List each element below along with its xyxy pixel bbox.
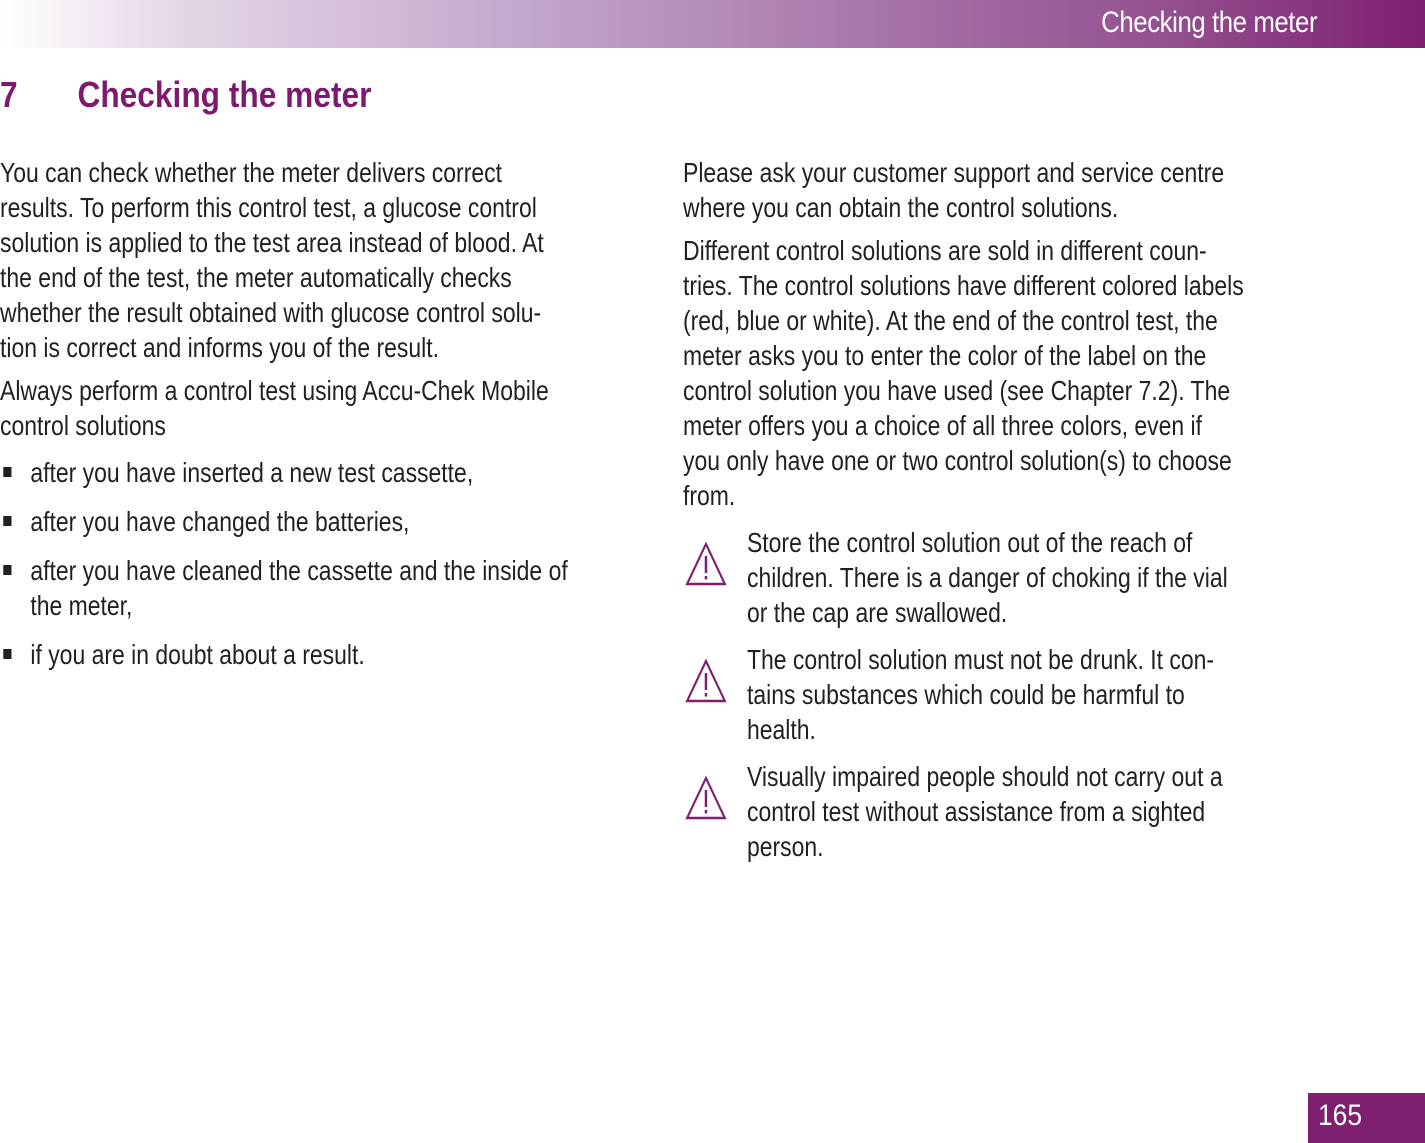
text-line: where you can obtain the control solutions. [683,192,1119,223]
text-line: solution is applied to the test area instead of blood. At [0,227,544,258]
text-line: you only have one or two control solution(s) to choose [683,445,1232,476]
always-paragraph [0,373,549,443]
text-line: children. There is a danger of choking if the vial [746,562,1228,593]
page-number: 165 [1318,1099,1363,1132]
text-line: You can check whether the meter delivers correct [0,157,502,188]
bullet-list [0,455,568,672]
text-line: if you are in doubt about a result. [30,639,365,670]
list-item [0,637,525,672]
text-line: health. [746,714,816,745]
text-line: control test without assistance from a sighted [746,796,1206,827]
text-line: Visually impaired people should not carry out a [746,761,1223,792]
list-item [0,553,568,623]
text-line: Always perform a control test using Accu-Chek Mobile [0,375,549,406]
text-line: (red, blue or white). At the end of the control test, the [683,305,1218,336]
text-line: results. To perform this control test, a glucose control [0,192,537,223]
chapter-title: Checking the meter [77,74,372,115]
warning-triangle-icon [685,658,728,704]
list-item [0,455,525,490]
warning-note [683,642,1257,747]
warning-triangle-icon [685,775,728,821]
text-line: after you have cleaned the cassette and the inside of [30,555,568,586]
warning-triangle-icon [685,541,728,587]
text-line: Please ask your customer support and service centre [683,157,1225,188]
bullet-square-icon [3,649,11,659]
left-column [0,155,640,672]
warning-note [683,759,1257,864]
different-solutions-paragraph [683,233,1257,513]
text-line: meter offers you a choice of all three colors, even if [683,410,1202,441]
text-line: The control solution must not be drunk. It con- [746,644,1215,675]
page-number-box [1308,1093,1425,1143]
text-line: meter asks you to enter the color of the label on the [683,340,1207,371]
text-line: control solutions [0,410,166,441]
text-line: person. [746,831,824,862]
text-line: tains substances which could be harmful to [746,679,1185,710]
text-line: Store the control solution out of the reach of [746,527,1193,558]
text-line: from. [683,480,736,511]
text-line: control solution you have used (see Chapter 7.2). The [683,375,1231,406]
warning-note [683,525,1257,630]
text-line: the end of the test, the meter automatically checks [0,262,512,293]
text-line: after you have inserted a new test cassette, [30,457,474,488]
right-column [683,155,1383,864]
intro-paragraph [0,155,544,365]
bullet-square-icon [3,467,11,477]
list-item [0,504,525,539]
chapter-number: 7 [0,74,18,115]
text-line: tries. The control solutions have different colored labels [683,270,1244,301]
chapter-heading [0,74,371,118]
text-line: Different control solutions are sold in different coun- [683,235,1207,266]
text-line: or the cap are swallowed. [746,597,1008,628]
running-header-title: Checking the meter [1101,6,1317,39]
bullet-square-icon [3,516,11,526]
text-line: the meter, [30,590,133,621]
text-line: tion is correct and informs you of the result. [0,332,439,363]
text-line: whether the result obtained with glucose control solu- [0,297,542,328]
text-line: after you have changed the batteries, [30,506,410,537]
bullet-square-icon [3,565,11,575]
support-paragraph [683,155,1257,225]
header-band [0,0,1425,48]
